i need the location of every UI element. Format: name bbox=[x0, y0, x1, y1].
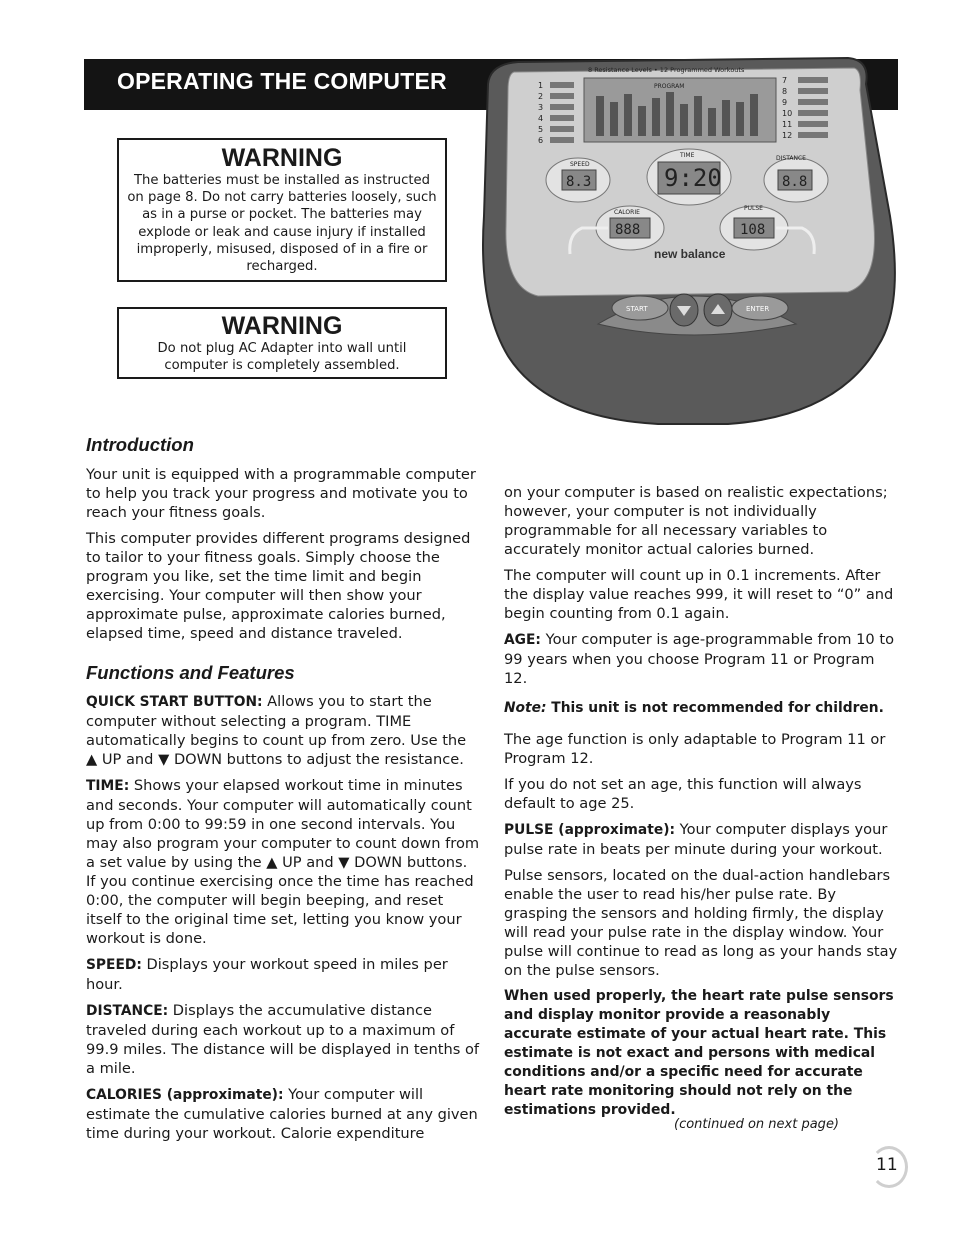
age-paragraph: AGE: Your computer is age-programmable from 10 to 99 years when you choose Program 11 or Program 12. bbox=[504, 631, 895, 687]
introduction-text bbox=[86, 465, 480, 650]
age-program-paragraph: The age function is only adaptable to Program 11 or Program 12. bbox=[504, 731, 886, 767]
age-default-paragraph: If you do not set an age, this function will always default to age 25. bbox=[504, 776, 862, 812]
console-program-label: PROGRAM bbox=[654, 83, 685, 90]
start-label: START bbox=[626, 305, 648, 313]
warning-title: WARNING bbox=[221, 144, 343, 172]
increment-paragraph: The computer will count up in 0.1 increments. After the display value reaches 999, it will reset to “0” and begin counting from 0.1 again. bbox=[504, 567, 894, 622]
level-3: 3 bbox=[538, 103, 544, 112]
warning-text: Do not plug AC Adapter into wall until computer is completely assembled. bbox=[157, 341, 407, 374]
computer-console-illustration bbox=[478, 56, 908, 436]
introduction-heading: Introduction bbox=[86, 434, 194, 455]
features-heading: Functions and Features bbox=[86, 662, 295, 683]
level-2: 2 bbox=[538, 92, 544, 101]
page-number: 11 bbox=[876, 1155, 898, 1175]
console-top-label: 8 Resistance Levels • 12 Programmed Workouts bbox=[588, 66, 745, 74]
quick-start-label: QUICK START BUTTON: bbox=[86, 694, 263, 710]
speed-display: 8.3 bbox=[566, 174, 592, 190]
speed-label: SPEED bbox=[570, 161, 590, 168]
quick-start-paragraph: QUICK START BUTTON: Allows you to start the computer without selecting a program. TIME automatically begins to count up from zero. Use the ▲ UP and ▼ DOWN buttons to adjust the resistance. bbox=[86, 693, 467, 768]
pulse-paragraph: PULSE (approximate): Your computer displays your pulse rate in beats per minute during your workout. bbox=[504, 821, 888, 858]
time-display: 9:20 bbox=[664, 164, 722, 192]
time-label: TIME bbox=[680, 152, 695, 159]
level-1: 1 bbox=[538, 81, 544, 90]
intro-paragraph: This computer provides different programs designed to tailor to your fitness goals. Simply choose the program you like, set the time limit and begin exercising. Your computer will then show your approximate pulse, approximate calories burned, elapsed time, speed and distance traveled. bbox=[86, 530, 471, 642]
features-text bbox=[86, 692, 480, 1150]
age-label: AGE: bbox=[504, 632, 541, 648]
level-10: 10 bbox=[782, 109, 793, 118]
intro-paragraph: Your unit is equipped with a programmable computer to help you track your progress and motivate you to reach your fitness goals. bbox=[86, 466, 476, 521]
level-9: 9 bbox=[782, 98, 788, 107]
warning-title: WARNING bbox=[221, 312, 343, 340]
calories-paragraph: CALORIES (approximate): Your computer will estimate the cumulative calories burned at any given time during your workout. Calorie expenditure bbox=[86, 1086, 478, 1142]
level-7: 7 bbox=[782, 76, 788, 85]
note-paragraph: Note: This unit is not recommended for children. bbox=[504, 700, 884, 716]
speed-paragraph: SPEED: Displays your workout speed in miles per hour. bbox=[86, 956, 448, 993]
pulse-display: 108 bbox=[740, 222, 766, 238]
calorie-display: 888 bbox=[615, 222, 641, 238]
enter-button[interactable] bbox=[732, 296, 788, 320]
pulse-label: PULSE bbox=[744, 205, 763, 212]
distance-label: DISTANCE: bbox=[86, 1003, 169, 1019]
warning-text: The batteries must be installed as instructed on page 8. Do not carry batteries loosely, such as in a purse or pocket. The batteries may explode or leak and cause injury if installed improperly, misused, disposed of in a fire or recharged. bbox=[127, 173, 437, 275]
time-label: TIME: bbox=[86, 778, 130, 794]
start-button[interactable] bbox=[612, 296, 668, 320]
note-label: Note: bbox=[504, 700, 547, 716]
calorie-continued-paragraph: on your computer is based on realistic expectations; however, your computer is not individually programmable for all necessary variables to accurately monitor actual calories burned. bbox=[504, 484, 888, 558]
level-4: 4 bbox=[538, 114, 544, 123]
distance-paragraph: DISTANCE: Displays the accumulative distance traveled during each workout up to a maximum of 99.9 miles. The distance will be displayed in tenths of a mile. bbox=[86, 1002, 480, 1077]
down-button[interactable] bbox=[670, 294, 698, 326]
time-paragraph: TIME: Shows your elapsed workout time in minutes and seconds. Your computer will automatically count up from 0:00 to 99:59 in one second intervals. You may also program your computer to count down from a set value by using the ▲ UP and ▼ DOWN buttons. If you continue exercising once the time has reached 0:00, the computer will begin beeping, and reset itself to the original time set, letting you know your workout is done. bbox=[86, 777, 480, 947]
level-6: 6 bbox=[538, 136, 544, 145]
pulse-label: PULSE (approximate): bbox=[504, 822, 676, 838]
pulse-sensors-paragraph: Pulse sensors, located on the dual-action handlebars enable the user to read his/her pulse rate. By grasping the sensors and holding firmly, the display will read your pulse rate in the display window. Your pulse will continue to read as long as your hands stay on the pulse sensors. bbox=[504, 867, 898, 979]
enter-label: ENTER bbox=[746, 305, 770, 313]
distance-label: DISTANCE bbox=[776, 155, 806, 162]
adapter-warning-box bbox=[117, 307, 447, 379]
distance-display: 8.8 bbox=[782, 174, 808, 190]
calories-label: CALORIES (approximate): bbox=[86, 1087, 284, 1103]
right-column-text bbox=[504, 483, 899, 1127]
calorie-label: CALORIE bbox=[614, 209, 640, 216]
level-12: 12 bbox=[782, 131, 793, 140]
level-8: 8 bbox=[782, 87, 788, 96]
up-button[interactable] bbox=[704, 294, 732, 326]
level-11: 11 bbox=[782, 120, 793, 129]
heart-rate-disclaimer: When used properly, the heart rate pulse sensors and display monitor provide a reasonably accurate estimate of your actual heart rate. This estimate is not exact and persons with medical conditions and/or a specific need for accurate heart rate monitoring should not rely on the estimations provided. bbox=[504, 988, 894, 1118]
continued-note: (continued on next page) bbox=[674, 1117, 840, 1132]
speed-label: SPEED: bbox=[86, 957, 142, 973]
level-5: 5 bbox=[538, 125, 544, 134]
page-title: OPERATING THE COMPUTER bbox=[117, 68, 447, 94]
battery-warning-box bbox=[117, 138, 447, 282]
brand-logo: new balance bbox=[654, 247, 726, 261]
